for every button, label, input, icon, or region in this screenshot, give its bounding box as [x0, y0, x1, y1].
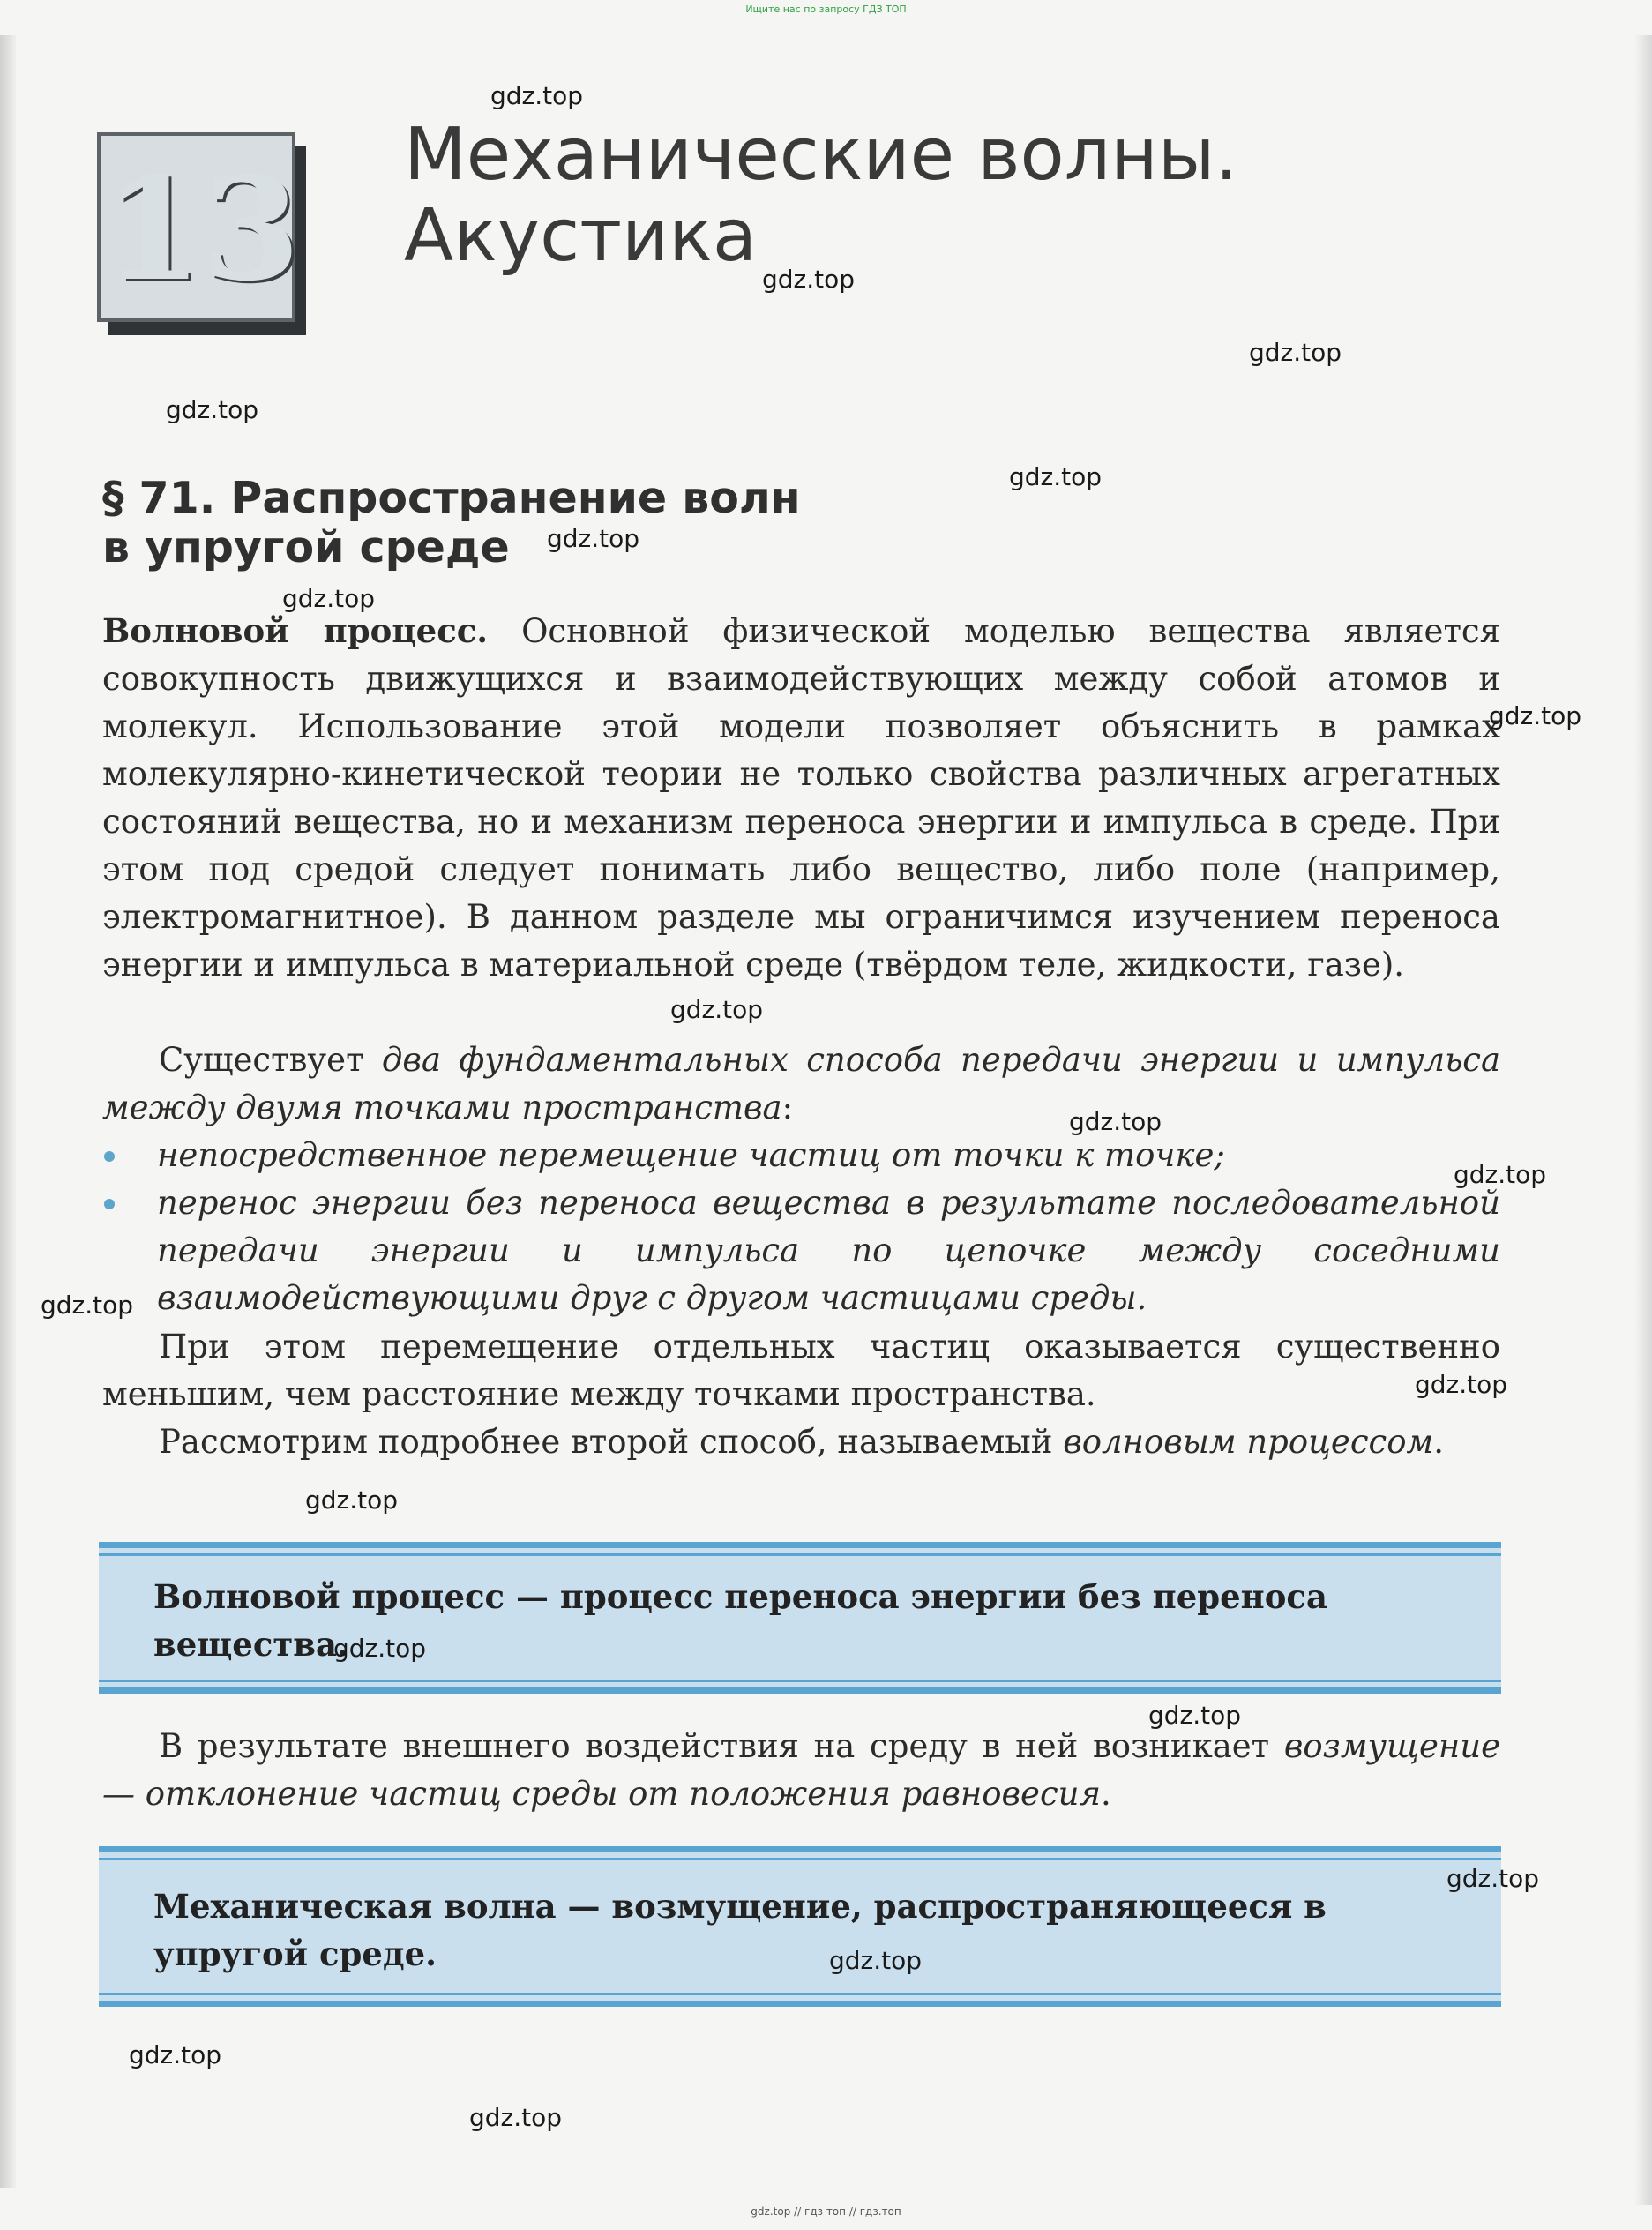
definition-box-wave-process — [99, 1542, 1501, 1694]
bullet-dot-icon — [104, 1199, 115, 1209]
watermark: gdz.top — [129, 2040, 222, 2069]
list-item-text: перенос энергии без переноса вещества в результате последовательной передачи энергии и импульса по цепочке между соседними взаимодействующими друг с другом частицами среды. — [157, 1184, 1500, 1317]
definition-box-mechanical-wave — [99, 1846, 1501, 2007]
list-item — [102, 1179, 1500, 1322]
paragraph-italic: два фундаментальных способа передачи энергии и импульса между двумя точками пространства — [102, 1041, 1501, 1126]
watermark: gdz.top — [469, 2103, 563, 2132]
paragraph-lead: Волновой процесс. — [102, 611, 489, 650]
paragraph-particle-displacement: При этом перемещение отдельных частиц оказывается существенно меньшим, чем расстояние между точками пространства. — [102, 1328, 1500, 1413]
section-title-line2: в упругой среде — [102, 522, 510, 572]
watermark: gdz.top — [166, 395, 259, 424]
paragraph-end: : — [781, 1089, 794, 1126]
page-left-edge — [0, 35, 16, 2188]
chapter-title-line2: Акустика — [404, 194, 758, 278]
paragraph-intro: Существует — [159, 1041, 382, 1079]
chapter-title-line1: Механические волны. — [404, 113, 1238, 197]
definition-rule — [99, 1993, 1501, 1995]
bottom-banner[interactable]: gdz.top // гдз топ // гдз.топ — [751, 2205, 901, 2218]
definition-text: Механическая волна — возмущение, распространяющееся в упругой среде. — [153, 1887, 1327, 1973]
watermark: gdz.top — [829, 1946, 923, 1975]
watermark: gdz.top — [41, 1291, 134, 1320]
section-title-line1: § 71. Распространение волн — [102, 473, 801, 523]
list-item-text: непосредственное перемещение частиц от точки к точке; — [157, 1136, 1225, 1174]
watermark: gdz.top — [1249, 338, 1342, 367]
watermark: gdz.top — [547, 524, 640, 553]
chapter-title — [404, 115, 1462, 277]
watermark: gdz.top — [1489, 701, 1582, 730]
paragraph-wave-process — [102, 607, 1500, 989]
watermark: gdz.top — [1415, 1370, 1508, 1399]
methods-list — [102, 1132, 1500, 1322]
definition-rule — [99, 1680, 1501, 1682]
watermark: gdz.top — [282, 584, 376, 613]
paragraph-two-methods — [102, 1036, 1500, 1132]
definition-rule — [99, 1553, 1501, 1556]
watermark: gdz.top — [1069, 1107, 1162, 1136]
definition-rule — [99, 1858, 1501, 1860]
watermark: gdz.top — [333, 1634, 427, 1663]
watermark: gdz.top — [305, 1485, 399, 1515]
chapter-number: 13 — [104, 146, 301, 312]
top-banner[interactable]: Ищите нас по запросу ГДЗ ТОП — [745, 4, 907, 15]
bullet-dot-icon — [104, 1151, 115, 1162]
paragraph-second-method — [102, 1418, 1500, 1466]
paragraph-disturbance — [102, 1723, 1500, 1818]
watermark: gdz.top — [762, 265, 856, 294]
paragraph-end: . — [1101, 1775, 1111, 1813]
paragraph-intro: Рассмотрим подробнее второй способ, называемый — [159, 1423, 1064, 1461]
watermark: gdz.top — [670, 995, 764, 1024]
paragraph-end: . — [1433, 1423, 1444, 1461]
paragraph-text: Основной физической моделью вещества является совокупность движущихся и взаимодействующих между собой атомов и молекул. Использование этой модели позволяет объяснить в рамках молекулярно-кинетической теории не только свойства различных агрегатных состояний вещества, но и механизм переноса энергии и импульса в среде. При этом под средой следует понимать либо вещество, либо поле (например, электромагнитное). В данном разделе мы ограничимся изучением переноса энергии и импульса в материальной среде (твёрдом теле, жидкости, газе). — [102, 612, 1500, 984]
paragraph-italic: возмущение — отклонение частиц среды от положения равновесия — [102, 1727, 1500, 1813]
watermark: gdz.top — [490, 81, 584, 110]
watermark: gdz.top — [1454, 1160, 1547, 1189]
watermark: gdz.top — [1148, 1701, 1242, 1730]
paragraph-italic: волновым процессом — [1063, 1423, 1434, 1461]
watermark: gdz.top — [1009, 462, 1103, 491]
list-item — [102, 1132, 1500, 1179]
watermark: gdz.top — [1446, 1864, 1540, 1893]
paragraph-intro: В результате внешнего воздействия на среду в ней возникает — [159, 1727, 1284, 1765]
definition-text: Волновой процесс — процесс переноса энергии без переноса вещества. — [153, 1577, 1327, 1664]
section-title — [102, 474, 1073, 572]
page-right-edge — [1634, 35, 1652, 2205]
